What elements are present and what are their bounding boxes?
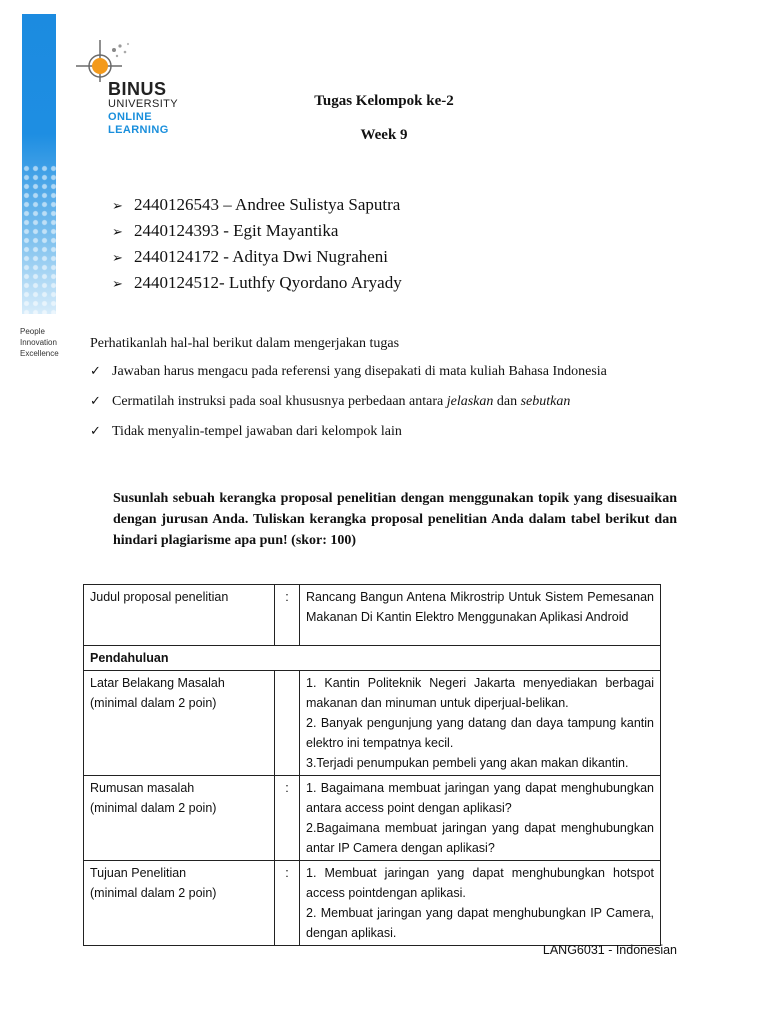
table-cell-colon: [275, 671, 300, 776]
logo-binus-text: BINUS: [108, 79, 167, 99]
table-cell-value: [300, 776, 661, 861]
tujuan-point: 1. Membuat jaringan yang dapat menghubungkan hotspot access pointdengan aplikasi.: [306, 866, 654, 900]
assignment-title: [0, 93, 768, 110]
check-icon: ✓: [90, 424, 101, 439]
latar-label: Latar Belakang Masalah: [90, 676, 225, 690]
table-cell-colon: :: [275, 585, 300, 646]
latar-sub: (minimal dalam 2 poin): [90, 696, 217, 710]
section-heading: Pendahuluan: [84, 646, 661, 671]
week-label: [0, 127, 768, 144]
course-code-footer: LANG6031 - Indonesian: [542, 943, 677, 957]
arrow-bullet-icon: ➢: [112, 225, 123, 240]
member-text: 2440124393 - Egit Mayantika: [134, 221, 339, 240]
table-row: [84, 585, 661, 646]
instruction-text: Cermatilah instruksi pada soal khususnya perbedaan antara: [112, 394, 447, 409]
arrow-bullet-icon: ➢: [112, 251, 123, 266]
member-text: 2440124512- Luthfy Qyordano Aryady: [134, 273, 402, 292]
member-text: 2440126543 – Andree Sulistya Saputra: [134, 195, 401, 214]
instruction-emphasis: sebutkan: [520, 394, 571, 409]
rumusan-point: 2.Bagaimana membuat jaringan yang dapat menghubungkan antar IP Camera dengan aplikasi?: [306, 821, 654, 855]
table-row: [84, 776, 661, 861]
table-row: [84, 861, 661, 946]
latar-point: 1. Kantin Politeknik Negeri Jakarta menyediakan berbagai makanan dan minuman untuk diperjual-belikan.: [306, 676, 654, 710]
instruction-item: [90, 423, 607, 441]
table-cell-colon: :: [275, 776, 300, 861]
instruction-text: Tidak menyalin-tempel jawaban dari kelompok lain: [112, 424, 402, 439]
tagline-line: People: [20, 327, 45, 336]
arrow-bullet-icon: ➢: [112, 277, 123, 292]
judul-label: Judul proposal penelitian: [90, 590, 229, 604]
task-description: Susunlah sebuah kerangka proposal penelitian dengan menggunakan topik yang disesuaikan dengan jurusan Anda. Tuliskan kerangka proposal penelitian Anda dalam tabel berikut dan hindari plagiarisme apa pun! (skor: 100): [113, 491, 677, 548]
tagline-line: Excellence: [20, 349, 59, 358]
table-cell-label: [84, 861, 275, 946]
member-item: [112, 219, 402, 245]
table-row: [84, 671, 661, 776]
tagline-line: Innovation: [20, 338, 57, 347]
tagline: [20, 326, 59, 359]
proposal-table: [83, 584, 661, 946]
assignment-title-text: Tugas Kelompok ke-2: [314, 93, 454, 109]
instruction-item: [90, 393, 607, 411]
table-cell-value: [300, 861, 661, 946]
rumusan-sub: (minimal dalam 2 poin): [90, 801, 217, 815]
table-cell-label: [84, 585, 275, 646]
table-cell-value: [300, 671, 661, 776]
check-icon: ✓: [90, 394, 101, 409]
logo-university-text: UNIVERSITY: [108, 98, 179, 110]
instruction-text: Jawaban harus mengacu pada referensi yang disepakati di mata kuliah Bahasa Indonesia: [112, 364, 607, 379]
table-row: [84, 646, 661, 671]
instruction-emphasis: jelaskan: [446, 394, 494, 409]
instruction-text: dan: [493, 394, 521, 409]
tujuan-point: 2. Membuat jaringan yang dapat menghubungkan IP Camera, dengan aplikasi.: [306, 906, 654, 940]
tujuan-label: Tujuan Penelitian: [90, 866, 187, 880]
table-cell-value: Rancang Bangun Antena Mikrostrip Untuk Sistem Pemesanan Makanan Di Kantin Elektro Menggunakan Aplikasi Android: [300, 585, 661, 646]
tujuan-sub: (minimal dalam 2 poin): [90, 886, 217, 900]
member-item: [112, 193, 402, 219]
instruction-item: [90, 363, 607, 381]
logo-online-text: ONLINE: [108, 111, 152, 123]
latar-point: 2. Banyak pengunjung yang datang dan daya tampung kantin elektro ini tempatnya kecil.: [306, 716, 654, 750]
instructions: [90, 335, 607, 453]
logo-learning-text: LEARNING: [108, 124, 169, 136]
table-cell-label: [84, 671, 275, 776]
dot-pattern: [22, 164, 56, 314]
check-icon: ✓: [90, 364, 101, 379]
instructions-intro: Perhatikanlah hal-hal berikut dalam mengerjakan tugas: [90, 336, 400, 351]
latar-point: 3.Terjadi penumpukan pembeli yang akan makan dikantin.: [306, 756, 629, 770]
member-item: [112, 245, 402, 271]
member-list: [112, 193, 402, 297]
week-label-text: Week 9: [360, 127, 408, 143]
rumusan-point: 1. Bagaimana membuat jaringan yang dapat menghubungkan antara access point dengan aplikasi?: [306, 781, 654, 815]
table-cell-colon: :: [275, 861, 300, 946]
side-decoration-strip: [22, 14, 56, 314]
member-item: [112, 271, 402, 297]
rumusan-label: Rumusan masalah: [90, 781, 195, 795]
member-text: 2440124172 - Aditya Dwi Nugraheni: [134, 247, 389, 266]
arrow-bullet-icon: ➢: [112, 199, 123, 214]
table-cell-label: [84, 776, 275, 861]
